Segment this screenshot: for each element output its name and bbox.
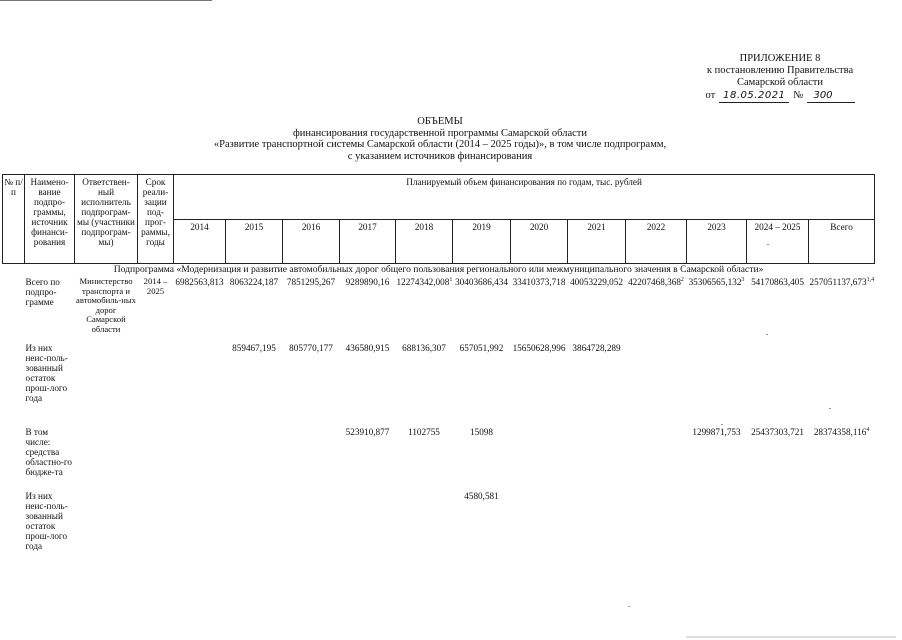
value-cell	[809, 426, 875, 490]
row-number-cell	[3, 426, 25, 490]
value-cell	[626, 426, 687, 490]
table-body	[3, 264, 875, 575]
footnote-marker: 2	[680, 276, 684, 283]
value-text: 257051137,673	[809, 277, 867, 287]
row-number-cell	[3, 490, 25, 574]
value-cell	[687, 490, 747, 574]
document-title	[180, 116, 700, 162]
header-row-1	[3, 175, 875, 220]
value-cell	[396, 276, 453, 342]
header-num: № п/п	[3, 175, 25, 264]
header-year: 2014	[174, 219, 226, 264]
value-cell	[687, 342, 747, 426]
scan-speck	[767, 244, 769, 245]
title-line-2: финансирования государственной программы Самарской области	[292, 127, 587, 139]
value-text: 25437303,721	[751, 427, 804, 437]
row-label: Всего по подпро-грамме	[25, 277, 60, 307]
value-text: 8063224,187	[229, 277, 279, 287]
value-text: 657051,992	[459, 343, 504, 353]
row-label: В том числе: средства областно-го бюдже-та	[25, 427, 72, 477]
value-cell	[626, 490, 687, 574]
top-rule	[0, 0, 212, 1]
value-text: 54170863,405	[751, 277, 804, 287]
value-cell	[747, 490, 809, 574]
value-text: 33410373,718	[512, 277, 566, 287]
header-year: 2018	[396, 219, 453, 264]
appendix-line-2: к постановлению Правительства	[706, 65, 854, 76]
row-executor: Министерство транспорта и автомобиль-ных дорог Самарской области	[76, 276, 136, 334]
value-text: 805770,177	[289, 343, 333, 353]
value-cell	[626, 342, 687, 426]
footnote-marker: 1,4	[866, 276, 875, 283]
value-text: 523910,877	[345, 427, 390, 437]
value-cell	[174, 342, 226, 426]
row-period	[138, 342, 174, 426]
value-text: 15098	[470, 427, 493, 437]
value-cell	[568, 276, 626, 342]
value-text: 3864728,289	[572, 343, 621, 353]
header-year: 2017	[340, 219, 396, 264]
value-cell	[396, 342, 453, 426]
value-cell	[283, 276, 340, 342]
scan-speck	[766, 334, 768, 335]
value-cell	[226, 276, 283, 342]
value-cell	[340, 426, 396, 490]
value-cell	[453, 426, 511, 490]
value-text: 12274342,008	[396, 277, 450, 287]
scan-speck	[829, 408, 831, 409]
scan-speck	[628, 606, 630, 607]
value-cell	[511, 276, 568, 342]
subprogram-title-row	[3, 264, 875, 277]
value-cell	[340, 342, 396, 426]
resolution-date: 18.05.2021	[719, 90, 789, 103]
row-number-cell	[3, 276, 25, 342]
value-cell	[568, 342, 626, 426]
header-year: 2024 – 2025	[747, 219, 809, 264]
value-text: 42207468,368	[628, 277, 681, 287]
value-cell	[511, 426, 568, 490]
header-year: 2023	[687, 219, 747, 264]
page-edge-shadow	[686, 636, 896, 638]
row-period	[138, 426, 174, 490]
row-label: Из них неис-поль-зованный остаток прош-лого года	[25, 491, 68, 551]
row-period	[138, 490, 174, 574]
header-executor: Ответствен-ный исполнитель подпрограм-мы (участники подпрограм-мы)	[75, 175, 138, 264]
financing-table	[2, 174, 875, 574]
value-cell	[809, 276, 875, 342]
appendix-line-3: Самарской области	[737, 77, 823, 88]
row-executor	[75, 342, 138, 426]
value-cell	[283, 342, 340, 426]
header-year: 2019	[453, 219, 511, 264]
value-cell	[626, 276, 687, 342]
value-text: 40053229,052	[570, 277, 623, 287]
footnote-marker: 1	[449, 276, 453, 283]
footnote-marker: 3	[741, 276, 745, 283]
table-row	[3, 490, 875, 574]
value-cell	[568, 426, 626, 490]
value-text: 436580,915	[345, 343, 390, 353]
header-year: 2022	[626, 219, 687, 264]
title-line-3: «Развитие транспортной системы Самарской области (2014 – 2025 годы)», в том числе подпрограмм,	[213, 139, 667, 150]
value-text: 35306565,132	[688, 277, 742, 287]
value-cell	[283, 426, 340, 490]
value-cell	[226, 490, 283, 574]
value-text: 6982563,813	[175, 277, 224, 287]
header-period: Срок реали-зации под-прог-раммы, годы	[138, 175, 174, 264]
value-cell	[226, 342, 283, 426]
row-executor	[75, 426, 138, 490]
value-text: 4580,581	[464, 491, 499, 501]
value-cell	[174, 490, 226, 574]
row-executor	[75, 490, 138, 574]
value-text: 28374358,116	[813, 427, 867, 437]
header-year: 2015	[226, 219, 283, 264]
value-text: 7851295,267	[286, 277, 336, 287]
table-row	[3, 342, 875, 426]
value-text: 859467,195	[232, 343, 276, 353]
value-cell	[568, 490, 626, 574]
table-row	[3, 276, 875, 342]
appendix-block	[690, 53, 870, 103]
value-cell	[747, 426, 809, 490]
value-text: 1299871,753	[692, 427, 741, 437]
value-cell	[511, 490, 568, 574]
resolution-reference	[690, 90, 870, 103]
header-planned: Планируемый объем финансирования по годам, тыс. рублей	[174, 175, 875, 220]
footnote-marker: 4	[866, 426, 870, 433]
value-cell	[687, 426, 747, 490]
row-number-cell	[3, 342, 25, 426]
value-text: 1102755	[408, 427, 440, 437]
value-cell	[174, 426, 226, 490]
title-line-1: ОБЪЕМЫ	[417, 116, 463, 127]
value-cell	[340, 276, 396, 342]
number-prefix: №	[793, 90, 804, 101]
table-row	[3, 426, 875, 490]
header-year: 2020	[511, 219, 568, 264]
value-cell	[340, 490, 396, 574]
from-prefix: от	[705, 90, 716, 101]
value-cell	[283, 490, 340, 574]
row-label: Из них неис-поль-зованный остаток прош-лого года	[25, 343, 68, 403]
value-cell	[687, 276, 747, 342]
header-year: Всего	[809, 219, 875, 264]
value-text: 9289890,16	[345, 277, 390, 287]
value-cell	[453, 276, 511, 342]
value-cell	[511, 342, 568, 426]
value-cell	[747, 342, 809, 426]
value-cell	[226, 426, 283, 490]
row-period: 2014 – 2025	[143, 276, 168, 296]
value-cell	[396, 426, 453, 490]
subprogram-title: Подпрограмма «Модернизация и развитие автомобильных дорог общего пользования регионального или межмуниципального значения в Самарской области»	[113, 264, 764, 275]
resolution-number: 300	[807, 90, 854, 103]
header-year: 2021	[568, 219, 626, 264]
value-text: 15650628,996	[512, 343, 566, 353]
value-cell	[809, 342, 875, 426]
value-cell	[453, 342, 511, 426]
value-text: 688136,307	[402, 343, 446, 353]
value-cell	[396, 490, 453, 574]
value-cell	[453, 490, 511, 574]
header-name: Наимено-вание подпро-граммы, источник финанси-рования	[25, 175, 75, 264]
value-text: 30403686,434	[455, 277, 508, 287]
appendix-line-1: ПРИЛОЖЕНИЕ 8	[739, 53, 821, 64]
header-year: 2016	[283, 219, 340, 264]
value-cell	[174, 276, 226, 342]
value-cell	[809, 490, 875, 574]
title-line-4: с указанием источников финансирования	[347, 150, 533, 162]
scan-speck	[721, 424, 723, 425]
value-cell	[747, 276, 809, 342]
